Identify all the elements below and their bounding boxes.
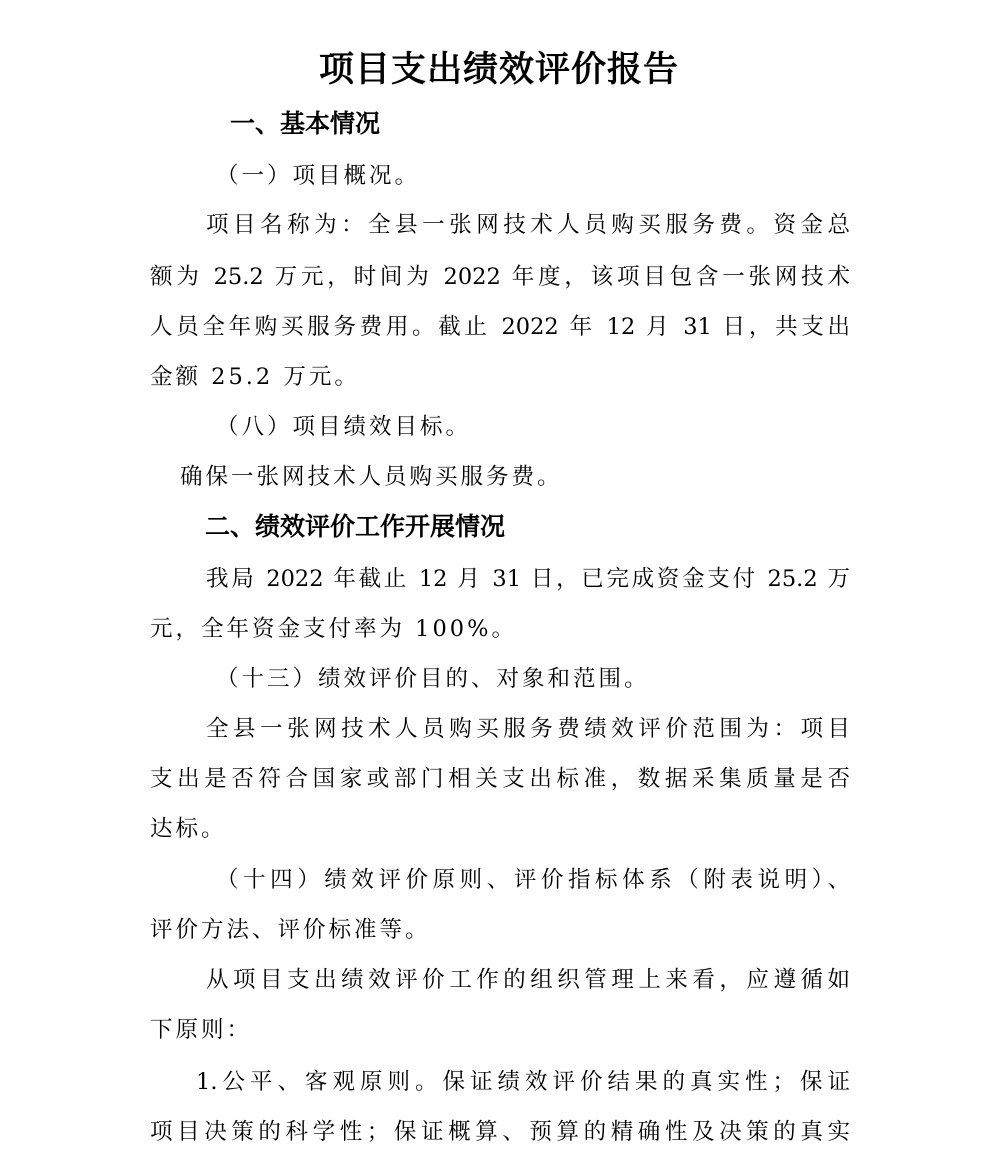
paragraph-line: 达标。	[150, 816, 227, 842]
subsection-heading-evaluation-principles: （十四）绩效评价原则、评价指标体系（附表说明）、	[216, 867, 850, 893]
subsection-heading-evaluation-scope: （十三）绩效评价目的、对象和范围。	[216, 666, 650, 692]
paragraph-line: 确保一张网技术人员购买服务费。	[180, 464, 563, 490]
section-heading-basic-situation: 一、基本情况	[230, 109, 381, 138]
paragraph-line: 全县一张网技术人员购买服务费绩效评价范围为：项目	[206, 716, 850, 742]
paragraph-line: 额为 25.2 万元，时间为 2022 年度，该项目包含一张网技术	[150, 264, 850, 290]
paragraph-line: 人员全年购买服务费用。截止 2022 年 12 月 31 日，共支出	[150, 314, 850, 340]
section-heading-evaluation-work: 二、绩效评价工作开展情况	[205, 512, 506, 541]
paragraph-line: 项目名称为：全县一张网技术人员购买服务费。资金总	[206, 212, 850, 238]
paragraph-line: 项目决策的科学性；保证概算、预算的精确性及决策的真实	[150, 1119, 850, 1145]
document-title: 项目支出绩效评价报告	[318, 50, 679, 90]
paragraph-line: 元，全年资金支付率为 100%。	[150, 616, 517, 642]
subsection-heading-project-overview: （一）项目概况。	[216, 163, 421, 189]
paragraph-line: 我局 2022 年截止 12 月 31 日，已完成资金支付 25.2 万	[206, 566, 850, 592]
paragraph-line: 下原则：	[150, 1017, 253, 1043]
subsection-heading-performance-goal: （八）项目绩效目标。	[216, 414, 472, 440]
paragraph-line: 1.公平、客观原则。保证绩效评价结果的真实性；保证	[196, 1069, 850, 1095]
paragraph-line: 从项目支出绩效评价工作的组织管理上来看，应遵循如	[206, 967, 850, 993]
paragraph-line: 金额 25.2 万元。	[150, 364, 360, 390]
paragraph-line: 支出是否符合国家或部门相关支出标准，数据采集质量是否	[150, 766, 850, 792]
paragraph-line: 评价方法、评价标准等。	[150, 917, 431, 943]
